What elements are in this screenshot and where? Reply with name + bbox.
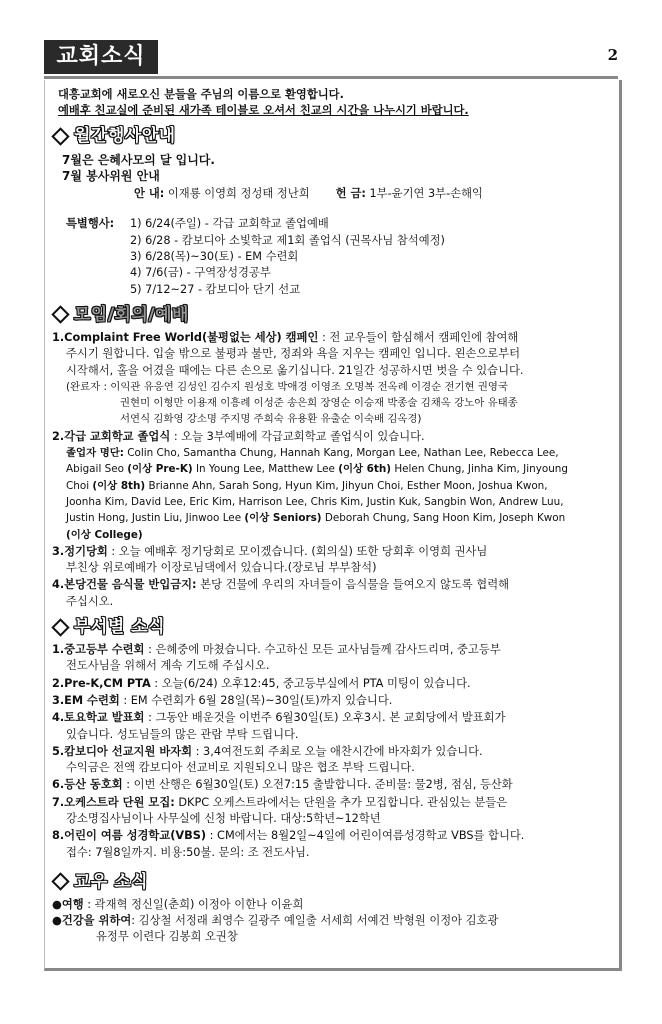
finished-names: 이익관 유응연 김성인 김수지 원성호 박애경 이영조 오명복 전옥례 이경순 전기현 권영국 [110, 380, 508, 393]
list-item [52, 429, 612, 543]
graduates-names: Abigail Seo [66, 463, 128, 476]
graduates-names: Colin Cho, Samantha Chung, Hannah Kang, Morgan Lee, Nathan Lee, Rebecca Lee, [127, 447, 559, 460]
section-meetings-header [52, 304, 612, 326]
item-text: 수익금은 전액 캄보디아 선교비로 지원되오니 많은 협조 부탁 드립니다. [66, 761, 415, 775]
list-item [52, 676, 612, 692]
finished-names: 권현미 이형만 이용재 이흥례 이성준 송은희 장영순 이승재 박종술 김채옥 강노아 유태종 [120, 397, 518, 410]
grade-label: (이상 College) [66, 528, 143, 541]
special-events [52, 216, 612, 297]
monthly-volunteers-heading: 7월 봉사위원 안내 [62, 168, 160, 183]
event-item: 2) 6/28 - 캄보디아 소빛학교 제1회 졸업식 (권목사님 참석예정) [130, 233, 445, 247]
item-text: 본당 건물에 우리의 자녀들이 음식물을 들여오지 않도록 협력해 [196, 578, 510, 592]
graduates-names: Helen Chung, Jinha Kim, Jinyoung [394, 463, 568, 476]
graduates-names: Choi [66, 479, 93, 492]
section-monthly-header [52, 126, 612, 148]
graduates-names: Brianne Ahn, Sarah Song, Hyun Kim, Jihyun Choi, Esther Moon, Joshua Kwon, [148, 479, 548, 492]
offering-label: 헌 금: [335, 187, 366, 201]
item-text: : 은혜중에 마쳤습니다. 수고하신 모든 교사님들께 감사드리며, 중고등부 [144, 643, 501, 657]
list-item [52, 710, 612, 743]
page-number: 2 [607, 46, 618, 64]
graduates-label: 졸업자 명단: [66, 447, 124, 460]
item-title: 8.어린이 여름 성경학교(VBS) [52, 829, 207, 843]
item-text: : 오늘 3부예배에 각급교회학교 졸업식이 있습니다. [170, 429, 425, 443]
list-item [52, 744, 612, 777]
item-text: : 전 교우들이 함심해서 캠페인에 참여해 [318, 330, 519, 344]
graduates-names: Joonha Kim, David Lee, Eric Kim, Harrison Lee, Chris Kim, Justin Kuk, Sangbin Won, Andrew Luu, [66, 495, 564, 508]
special-events-label: 특별행사: [66, 217, 115, 231]
list-item [52, 577, 612, 610]
list-item [52, 777, 612, 793]
item-text: : 3,4여전도회 주최로 오늘 애찬시간에 바자회가 있습니다. [192, 744, 483, 758]
item-text: : 이번 산행은 6월30일(토) 오전7:15 출발합니다. 준비물: 물2병, 점심, 등산화 [122, 778, 513, 792]
list-item [52, 642, 612, 675]
graduates-names: In Young Lee, Matthew Lee [195, 463, 339, 476]
section-departments-title: 부서별 소식 [74, 616, 166, 637]
list-item [52, 330, 612, 428]
item-text: 주십시오. [66, 594, 114, 608]
item-text: DKPC 오케스트라에서는 단원을 추가 모집합니다. 관심있는 분들은 [174, 795, 508, 809]
section-monthly [52, 152, 612, 298]
grade-label: (이상 Pre-K) [127, 463, 193, 476]
graduates-names: Justin Hong, Justin Liu, Jinwoo Lee [66, 512, 245, 525]
section-meetings-title: 모임/회의/예배 [74, 304, 189, 325]
diamond-icon [51, 127, 69, 145]
welcome-block [52, 87, 612, 120]
item-text: 부친상 위로예배가 이장로님댁에서 있습니다.(장로님 부부참석) [66, 561, 377, 575]
event-item: 3) 6/28(목)~30(토) - EM 수련회 [130, 250, 299, 264]
page-title: 교회소식 [44, 40, 158, 74]
list-item [52, 693, 612, 709]
item-title: 4.본당건물 음식물 반입금지: [52, 578, 197, 592]
grade-label: (이상 Seniors) [244, 512, 322, 525]
item-title: 2.각급 교회학교 졸업식 [52, 429, 171, 443]
list-item [52, 544, 612, 577]
item-title: 4.토요학교 발표회 [52, 711, 145, 725]
item-title: 6.등산 동호회 [52, 778, 123, 792]
travel-names: : 곽재혁 정신일(춘희) 이정아 이한나 이윤희 [83, 897, 304, 911]
item-text: : 오늘(6/24) 오후12:45, 중고등부실에서 PTA 미팅이 있습니다. [150, 676, 471, 690]
list-item [52, 828, 612, 861]
item-text: : 오늘 예배후 정기당회로 모이겠습니다. (회의실) 또한 당회후 이영희 권사님 [107, 544, 488, 558]
graduates-names: Deborah Chung, Sang Hoon Kim, Joseph Kwon [324, 512, 566, 525]
welcome-line-1: 대흥교회에 새로오신 분들을 주님의 이름으로 환영합니다. [58, 88, 344, 101]
section-members-header [52, 871, 612, 893]
guide-names: 이재룡 이영희 정성태 정난희 [167, 187, 310, 201]
welcome-line-2: 예배후 친교실에 준비된 새가족 테이블로 오셔서 친교의 시간을 나누시기 바랍니다. [58, 104, 469, 118]
grade-label: (이상 6th) [338, 463, 392, 476]
item-text: : EM 수련회가 6월 28일(목)~30일(토)까지 있습니다. [119, 693, 393, 707]
travel-label: ●여행 [52, 897, 84, 911]
health-names: : 김상철 서정래 최영수 길광주 예일출 서세희 서예건 박형원 이정아 김호광 [131, 914, 499, 928]
health-label: ●건강을 위하여 [52, 914, 132, 928]
item-title: 1.Complaint Free World(불평없는 세상) 캠페인 [52, 330, 319, 344]
finished-label: (완료자 : [66, 380, 107, 393]
event-item: 4) 7/6(금) - 구역장성경공부 [130, 266, 271, 280]
bulletin-content [52, 87, 612, 946]
item-title: 1.중고등부 수련회 [52, 643, 145, 657]
section-members [52, 897, 612, 946]
section-meetings [52, 330, 612, 610]
header-divider [44, 76, 618, 79]
section-departments-header [52, 616, 612, 638]
item-text: 전도사님을 위해서 계속 기도해 주십시오. [66, 659, 270, 673]
monthly-theme: 7월은 은혜사모의 달 입니다. [62, 152, 215, 167]
volunteers-row [52, 186, 612, 202]
list-item [52, 795, 612, 828]
diamond-icon [51, 618, 69, 636]
section-monthly-title: 월간행사안내 [74, 126, 176, 147]
event-item: 5) 7/12~27 - 캄보디아 단기 선교 [130, 282, 301, 296]
offering-names: 1부-윤기연 3부-손해익 [369, 187, 483, 201]
item-text: : CM에서는 8월2일~4일에 어린이여름성경학교 VBS를 합니다. [206, 829, 525, 843]
item-title: 2.Pre-K,CM PTA [52, 676, 151, 690]
item-title: 3.정기당회 [52, 544, 108, 558]
item-text: 시작해서, 홀을 어겼을 때에는 다른 손으로 옮기십니다. 21일간 성공하시면 벗을 수 있습니다. [66, 363, 524, 377]
item-title: 3.EM 수련회 [52, 693, 120, 707]
item-text: 접수: 7월8일까지. 비용:50불. 문의: 조 전도사님. [66, 845, 310, 859]
finished-names: 서연식 김화영 강소명 주지명 주희숙 유용환 유출순 이숙배 김옥경) [120, 413, 422, 426]
item-text: : 그동안 배운것을 이번주 6월30일(토) 오후3시. 본 교회당에서 발표회가 [144, 711, 506, 725]
section-members-title: 교우 소식 [74, 871, 149, 892]
diamond-icon [51, 873, 69, 891]
section-departments [52, 642, 612, 861]
diamond-icon [51, 306, 69, 324]
grade-label: (이상 8th) [92, 479, 146, 492]
item-text: 강소명집사님이나 사무실에 신청 바랍니다. 대상:5학년~12학년 [66, 811, 381, 825]
guide-label: 안 내: [134, 187, 165, 201]
event-item: 1) 6/24(주일) - 각급 교회학교 졸업예배 [130, 217, 329, 231]
item-text: 있습니다. 성도님들의 많은 관람 부탁 드립니다. [66, 727, 299, 741]
item-text: 주시기 원합니다. 입술 밖으로 불평과 불만, 정죄와 욕을 지우는 캠페인 입니다. 왼손으로부터 [66, 347, 521, 361]
item-title: 5.캄보디아 선교지원 바자회 [52, 744, 193, 758]
item-title: 7.오케스트라 단원 모집: [52, 795, 175, 809]
health-names: 유정무 이련다 김봉희 오권창 [96, 930, 238, 944]
